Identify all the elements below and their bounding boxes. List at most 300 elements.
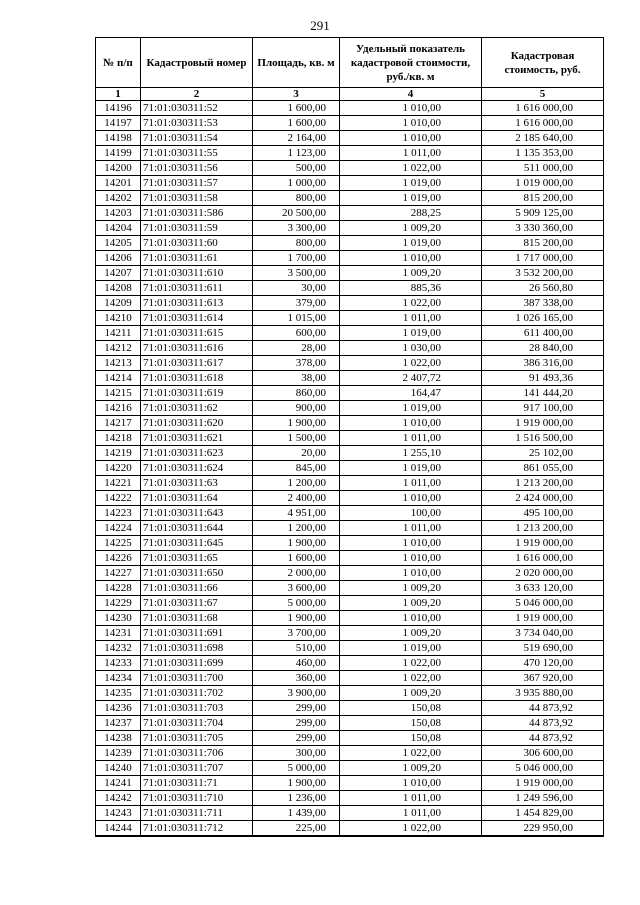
unit-value-cell: 1 010,00 (340, 116, 482, 131)
cadastral-value-cell: 1 019 000,00 (482, 176, 604, 191)
cadastral-value-cell: 519 690,00 (482, 641, 604, 656)
unit-value-cell: 1 011,00 (340, 521, 482, 536)
unit-value-cell: 1 019,00 (340, 641, 482, 656)
unit-value-cell: 1 019,00 (340, 236, 482, 251)
table-row (96, 686, 604, 701)
cadastral-value-cell: 367 920,00 (482, 671, 604, 686)
area-cell: 360,00 (253, 671, 340, 686)
cadastral-number-cell: 71:01:030311:707 (141, 761, 253, 776)
row-number-cell: 14240 (96, 761, 141, 776)
cadastral-number-cell: 71:01:030311:57 (141, 176, 253, 191)
unit-value-cell: 1 011,00 (340, 431, 482, 446)
row-number-cell: 14214 (96, 371, 141, 386)
row-number-cell: 14217 (96, 416, 141, 431)
row-number-cell: 14208 (96, 281, 141, 296)
area-cell: 1 600,00 (253, 101, 340, 116)
cadastral-value-cell: 44 873,92 (482, 731, 604, 746)
header-unit-value: Удельный показатель кадастровой стоимости, руб./кв. м (340, 38, 482, 88)
table-row (96, 641, 604, 656)
table-row (96, 656, 604, 671)
cadastral-number-cell: 71:01:030311:650 (141, 566, 253, 581)
area-cell: 3 300,00 (253, 221, 340, 236)
cadastral-value-cell: 26 560,80 (482, 281, 604, 296)
unit-value-cell: 1 010,00 (340, 491, 482, 506)
row-number-cell: 14211 (96, 326, 141, 341)
cadastral-number-cell: 71:01:030311:691 (141, 626, 253, 641)
area-cell: 2 164,00 (253, 131, 340, 146)
table-header-row (96, 38, 604, 88)
unit-value-cell: 150,08 (340, 731, 482, 746)
table-row (96, 746, 604, 761)
table-row (96, 416, 604, 431)
cadastral-value-cell: 386 316,00 (482, 356, 604, 371)
table-row (96, 806, 604, 821)
unit-value-cell: 1 011,00 (340, 311, 482, 326)
cadastral-number-cell: 71:01:030311:610 (141, 266, 253, 281)
row-number-cell: 14206 (96, 251, 141, 266)
table-row (96, 191, 604, 206)
cadastral-number-cell: 71:01:030311:624 (141, 461, 253, 476)
unit-value-cell: 164,47 (340, 386, 482, 401)
table-row (96, 431, 604, 446)
cadastral-number-cell: 71:01:030311:65 (141, 551, 253, 566)
table-row (96, 341, 604, 356)
cadastral-number-cell: 71:01:030311:586 (141, 206, 253, 221)
cadastral-number-cell: 71:01:030311:617 (141, 356, 253, 371)
cadastral-number-cell: 71:01:030311:615 (141, 326, 253, 341)
table-row (96, 791, 604, 806)
header-cadastral-number: Кадастровый номер (141, 38, 253, 88)
cadastral-value-cell: 495 100,00 (482, 506, 604, 521)
table-row (96, 506, 604, 521)
row-number-cell: 14242 (96, 791, 141, 806)
cadastral-number-cell: 71:01:030311:616 (141, 341, 253, 356)
cadastral-value-cell: 1 249 596,00 (482, 791, 604, 806)
unit-value-cell: 1 009,20 (340, 626, 482, 641)
table-row (96, 551, 604, 566)
table-row (96, 461, 604, 476)
column-number: 3 (253, 88, 340, 101)
cadastral-value-cell: 3 935 880,00 (482, 686, 604, 701)
row-number-cell: 14209 (96, 296, 141, 311)
cadastral-number-cell: 71:01:030311:705 (141, 731, 253, 746)
cadastral-number-cell: 71:01:030311:59 (141, 221, 253, 236)
table-row (96, 221, 604, 236)
row-number-cell: 14219 (96, 446, 141, 461)
cadastral-number-cell: 71:01:030311:623 (141, 446, 253, 461)
unit-value-cell: 1 009,20 (340, 596, 482, 611)
area-cell: 1 700,00 (253, 251, 340, 266)
cadastral-number-cell: 71:01:030311:643 (141, 506, 253, 521)
area-cell: 1 900,00 (253, 776, 340, 791)
cadastral-number-cell: 71:01:030311:614 (141, 311, 253, 326)
area-cell: 845,00 (253, 461, 340, 476)
cadastral-number-cell: 71:01:030311:66 (141, 581, 253, 596)
cadastral-number-cell: 71:01:030311:706 (141, 746, 253, 761)
cadastral-value-cell: 1 135 353,00 (482, 146, 604, 161)
row-number-cell: 14198 (96, 131, 141, 146)
cadastral-value-cell: 1 213 200,00 (482, 521, 604, 536)
unit-value-cell: 1 010,00 (340, 416, 482, 431)
table-row (96, 371, 604, 386)
table-row (96, 761, 604, 776)
table-row (96, 596, 604, 611)
area-cell: 3 900,00 (253, 686, 340, 701)
unit-value-cell: 1 011,00 (340, 146, 482, 161)
unit-value-cell: 150,08 (340, 701, 482, 716)
table-row (96, 626, 604, 641)
cadastral-number-cell: 71:01:030311:620 (141, 416, 253, 431)
row-number-cell: 14196 (96, 101, 141, 116)
cadastral-value-cell: 2 424 000,00 (482, 491, 604, 506)
row-number-cell: 14203 (96, 206, 141, 221)
cadastral-number-cell: 71:01:030311:699 (141, 656, 253, 671)
row-number-cell: 14213 (96, 356, 141, 371)
area-cell: 900,00 (253, 401, 340, 416)
cadastral-value-cell: 1 616 000,00 (482, 116, 604, 131)
area-cell: 20,00 (253, 446, 340, 461)
cadastral-value-cell: 1 026 165,00 (482, 311, 604, 326)
row-number-cell: 14222 (96, 491, 141, 506)
cadastral-number-cell: 71:01:030311:52 (141, 101, 253, 116)
unit-value-cell: 1 010,00 (340, 101, 482, 116)
unit-value-cell: 1 019,00 (340, 191, 482, 206)
cadastral-value-cell: 229 950,00 (482, 821, 604, 837)
area-cell: 1 900,00 (253, 611, 340, 626)
area-cell: 510,00 (253, 641, 340, 656)
cadastral-value-cell: 3 633 120,00 (482, 581, 604, 596)
area-cell: 378,00 (253, 356, 340, 371)
table-row (96, 401, 604, 416)
area-cell: 500,00 (253, 161, 340, 176)
cadastral-number-cell: 71:01:030311:53 (141, 116, 253, 131)
area-cell: 30,00 (253, 281, 340, 296)
row-number-cell: 14202 (96, 191, 141, 206)
area-cell: 1 123,00 (253, 146, 340, 161)
cadastral-number-cell: 71:01:030311:613 (141, 296, 253, 311)
area-cell: 1 439,00 (253, 806, 340, 821)
area-cell: 800,00 (253, 191, 340, 206)
area-cell: 800,00 (253, 236, 340, 251)
row-number-cell: 14218 (96, 431, 141, 446)
cadastral-number-cell: 71:01:030311:618 (141, 371, 253, 386)
cadastral-value-cell: 815 200,00 (482, 236, 604, 251)
area-cell: 2 000,00 (253, 566, 340, 581)
unit-value-cell: 1 009,20 (340, 221, 482, 236)
cadastral-value-cell: 1 454 829,00 (482, 806, 604, 821)
cadastral-value-cell: 25 102,00 (482, 446, 604, 461)
cadastral-number-cell: 71:01:030311:54 (141, 131, 253, 146)
cadastral-number-cell: 71:01:030311:611 (141, 281, 253, 296)
table-row (96, 101, 604, 116)
row-number-cell: 14234 (96, 671, 141, 686)
cadastral-value-cell: 2 185 640,00 (482, 131, 604, 146)
table-row (96, 731, 604, 746)
cadastral-number-cell: 71:01:030311:645 (141, 536, 253, 551)
table-row (96, 236, 604, 251)
cadastral-value-cell: 2 020 000,00 (482, 566, 604, 581)
table-row (96, 581, 604, 596)
area-cell: 379,00 (253, 296, 340, 311)
unit-value-cell: 1 010,00 (340, 776, 482, 791)
cadastral-value-table (95, 37, 604, 837)
table-row (96, 251, 604, 266)
column-number: 5 (482, 88, 604, 101)
column-number: 1 (96, 88, 141, 101)
table-row (96, 356, 604, 371)
row-number-cell: 14226 (96, 551, 141, 566)
table-row (96, 296, 604, 311)
area-cell: 225,00 (253, 821, 340, 837)
cadastral-number-cell: 71:01:030311:711 (141, 806, 253, 821)
area-cell: 28,00 (253, 341, 340, 356)
table-row (96, 446, 604, 461)
cadastral-number-cell: 71:01:030311:56 (141, 161, 253, 176)
area-cell: 1 600,00 (253, 551, 340, 566)
table-row (96, 476, 604, 491)
unit-value-cell: 100,00 (340, 506, 482, 521)
cadastral-value-cell: 1 919 000,00 (482, 776, 604, 791)
area-cell: 4 951,00 (253, 506, 340, 521)
row-number-cell: 14231 (96, 626, 141, 641)
row-number-cell: 14200 (96, 161, 141, 176)
row-number-cell: 14210 (96, 311, 141, 326)
table-row (96, 536, 604, 551)
table-row (96, 566, 604, 581)
table-row (96, 671, 604, 686)
unit-value-cell: 1 011,00 (340, 476, 482, 491)
unit-value-cell: 1 010,00 (340, 536, 482, 551)
area-cell: 299,00 (253, 701, 340, 716)
area-cell: 299,00 (253, 731, 340, 746)
column-number: 4 (340, 88, 482, 101)
table-row (96, 521, 604, 536)
cadastral-number-cell: 71:01:030311:62 (141, 401, 253, 416)
unit-value-cell: 1 009,20 (340, 266, 482, 281)
unit-value-cell: 1 022,00 (340, 821, 482, 837)
cadastral-number-cell: 71:01:030311:700 (141, 671, 253, 686)
cadastral-number-cell: 71:01:030311:702 (141, 686, 253, 701)
unit-value-cell: 1 022,00 (340, 356, 482, 371)
row-number-cell: 14223 (96, 506, 141, 521)
unit-value-cell: 288,25 (340, 206, 482, 221)
unit-value-cell: 1 011,00 (340, 791, 482, 806)
cadastral-value-cell: 306 600,00 (482, 746, 604, 761)
area-cell: 1 500,00 (253, 431, 340, 446)
unit-value-cell: 1 019,00 (340, 401, 482, 416)
cadastral-value-cell: 1 919 000,00 (482, 611, 604, 626)
table-row (96, 716, 604, 731)
cadastral-number-cell: 71:01:030311:55 (141, 146, 253, 161)
row-number-cell: 14204 (96, 221, 141, 236)
area-cell: 1 200,00 (253, 476, 340, 491)
area-cell: 3 500,00 (253, 266, 340, 281)
area-cell: 600,00 (253, 326, 340, 341)
cadastral-value-cell: 1 717 000,00 (482, 251, 604, 266)
cadastral-value-cell: 1 919 000,00 (482, 416, 604, 431)
row-number-cell: 14199 (96, 146, 141, 161)
row-number-cell: 14207 (96, 266, 141, 281)
unit-value-cell: 1 022,00 (340, 296, 482, 311)
cadastral-number-cell: 71:01:030311:704 (141, 716, 253, 731)
row-number-cell: 14220 (96, 461, 141, 476)
cadastral-value-cell: 3 734 040,00 (482, 626, 604, 641)
cadastral-value-cell: 861 055,00 (482, 461, 604, 476)
cadastral-value-cell: 511 000,00 (482, 161, 604, 176)
area-cell: 1 200,00 (253, 521, 340, 536)
cadastral-number-cell: 71:01:030311:60 (141, 236, 253, 251)
cadastral-value-cell: 91 493,36 (482, 371, 604, 386)
unit-value-cell: 1 009,20 (340, 581, 482, 596)
unit-value-cell: 1 022,00 (340, 746, 482, 761)
unit-value-cell: 1 010,00 (340, 611, 482, 626)
page-number: 291 (310, 18, 330, 33)
row-number-cell: 14233 (96, 656, 141, 671)
unit-value-cell: 1 010,00 (340, 131, 482, 146)
row-number-cell: 14244 (96, 821, 141, 837)
unit-value-cell: 1 011,00 (340, 806, 482, 821)
row-number-cell: 14228 (96, 581, 141, 596)
row-number-cell: 14229 (96, 596, 141, 611)
row-number-cell: 14197 (96, 116, 141, 131)
cadastral-value-cell: 3 330 360,00 (482, 221, 604, 236)
cadastral-number-cell: 71:01:030311:710 (141, 791, 253, 806)
cadastral-value-cell: 5 909 125,00 (482, 206, 604, 221)
area-cell: 38,00 (253, 371, 340, 386)
unit-value-cell: 1 009,20 (340, 761, 482, 776)
row-number-cell: 14243 (96, 806, 141, 821)
area-cell: 1 900,00 (253, 536, 340, 551)
area-cell: 1 600,00 (253, 116, 340, 131)
unit-value-cell: 1 019,00 (340, 176, 482, 191)
area-cell: 1 000,00 (253, 176, 340, 191)
cadastral-number-cell: 71:01:030311:644 (141, 521, 253, 536)
cadastral-value-cell: 917 100,00 (482, 401, 604, 416)
column-number-row (96, 88, 604, 101)
table-row (96, 491, 604, 506)
row-number-cell: 14215 (96, 386, 141, 401)
unit-value-cell: 1 022,00 (340, 671, 482, 686)
table-row (96, 206, 604, 221)
row-number-cell: 14212 (96, 341, 141, 356)
row-number-cell: 14224 (96, 521, 141, 536)
cadastral-value-cell: 611 400,00 (482, 326, 604, 341)
cadastral-number-cell: 71:01:030311:67 (141, 596, 253, 611)
area-cell: 2 400,00 (253, 491, 340, 506)
cadastral-number-cell: 71:01:030311:619 (141, 386, 253, 401)
table-row (96, 146, 604, 161)
unit-value-cell: 885,36 (340, 281, 482, 296)
table-row (96, 131, 604, 146)
area-cell: 20 500,00 (253, 206, 340, 221)
area-cell: 5 000,00 (253, 761, 340, 776)
unit-value-cell: 1 255,10 (340, 446, 482, 461)
table-row (96, 701, 604, 716)
cadastral-number-cell: 71:01:030311:61 (141, 251, 253, 266)
row-number-cell: 14236 (96, 701, 141, 716)
row-number-cell: 14201 (96, 176, 141, 191)
table-row (96, 821, 604, 837)
area-cell: 1 900,00 (253, 416, 340, 431)
cadastral-value-cell: 1 516 500,00 (482, 431, 604, 446)
cadastral-number-cell: 71:01:030311:698 (141, 641, 253, 656)
unit-value-cell: 1 010,00 (340, 251, 482, 266)
cadastral-number-cell: 71:01:030311:71 (141, 776, 253, 791)
area-cell: 299,00 (253, 716, 340, 731)
row-number-cell: 14235 (96, 686, 141, 701)
area-cell: 300,00 (253, 746, 340, 761)
cadastral-value-cell: 1 616 000,00 (482, 101, 604, 116)
row-number-cell: 14232 (96, 641, 141, 656)
cadastral-value-cell: 1 919 000,00 (482, 536, 604, 551)
area-cell: 5 000,00 (253, 596, 340, 611)
cadastral-value-cell: 470 120,00 (482, 656, 604, 671)
row-number-cell: 14216 (96, 401, 141, 416)
cadastral-value-cell: 5 046 000,00 (482, 761, 604, 776)
table-row (96, 611, 604, 626)
area-cell: 1 015,00 (253, 311, 340, 326)
cadastral-value-cell: 5 046 000,00 (482, 596, 604, 611)
area-cell: 860,00 (253, 386, 340, 401)
cadastral-number-cell: 71:01:030311:712 (141, 821, 253, 837)
row-number-cell: 14239 (96, 746, 141, 761)
cadastral-value-cell: 1 616 000,00 (482, 551, 604, 566)
unit-value-cell: 1 030,00 (340, 341, 482, 356)
table-row (96, 176, 604, 191)
area-cell: 1 236,00 (253, 791, 340, 806)
unit-value-cell: 1 010,00 (340, 566, 482, 581)
unit-value-cell: 1 022,00 (340, 161, 482, 176)
row-number-cell: 14205 (96, 236, 141, 251)
header-cadastral-value: Кадастровая стоимость, руб. (482, 38, 604, 88)
row-number-cell: 14237 (96, 716, 141, 731)
table-row (96, 281, 604, 296)
table-row (96, 311, 604, 326)
row-number-cell: 14241 (96, 776, 141, 791)
cadastral-number-cell: 71:01:030311:703 (141, 701, 253, 716)
column-number: 2 (141, 88, 253, 101)
table-row (96, 116, 604, 131)
cadastral-number-cell: 71:01:030311:621 (141, 431, 253, 446)
cadastral-value-cell: 387 338,00 (482, 296, 604, 311)
row-number-cell: 14221 (96, 476, 141, 491)
unit-value-cell: 1 019,00 (340, 461, 482, 476)
cadastral-number-cell: 71:01:030311:64 (141, 491, 253, 506)
cadastral-number-cell: 71:01:030311:63 (141, 476, 253, 491)
cadastral-value-cell: 1 213 200,00 (482, 476, 604, 491)
row-number-cell: 14227 (96, 566, 141, 581)
cadastral-value-cell: 141 444,20 (482, 386, 604, 401)
area-cell: 3 700,00 (253, 626, 340, 641)
table-row (96, 776, 604, 791)
area-cell: 460,00 (253, 656, 340, 671)
table-row (96, 266, 604, 281)
cadastral-value-cell: 44 873,92 (482, 716, 604, 731)
unit-value-cell: 1 022,00 (340, 656, 482, 671)
cadastral-value-cell: 28 840,00 (482, 341, 604, 356)
cadastral-value-cell: 44 873,92 (482, 701, 604, 716)
table-row (96, 386, 604, 401)
table-row (96, 326, 604, 341)
unit-value-cell: 150,08 (340, 716, 482, 731)
row-number-cell: 14238 (96, 731, 141, 746)
cadastral-number-cell: 71:01:030311:58 (141, 191, 253, 206)
unit-value-cell: 1 019,00 (340, 326, 482, 341)
unit-value-cell: 1 009,20 (340, 686, 482, 701)
header-area: Площадь, кв. м (253, 38, 340, 88)
table-body (96, 101, 604, 837)
cadastral-number-cell: 71:01:030311:68 (141, 611, 253, 626)
